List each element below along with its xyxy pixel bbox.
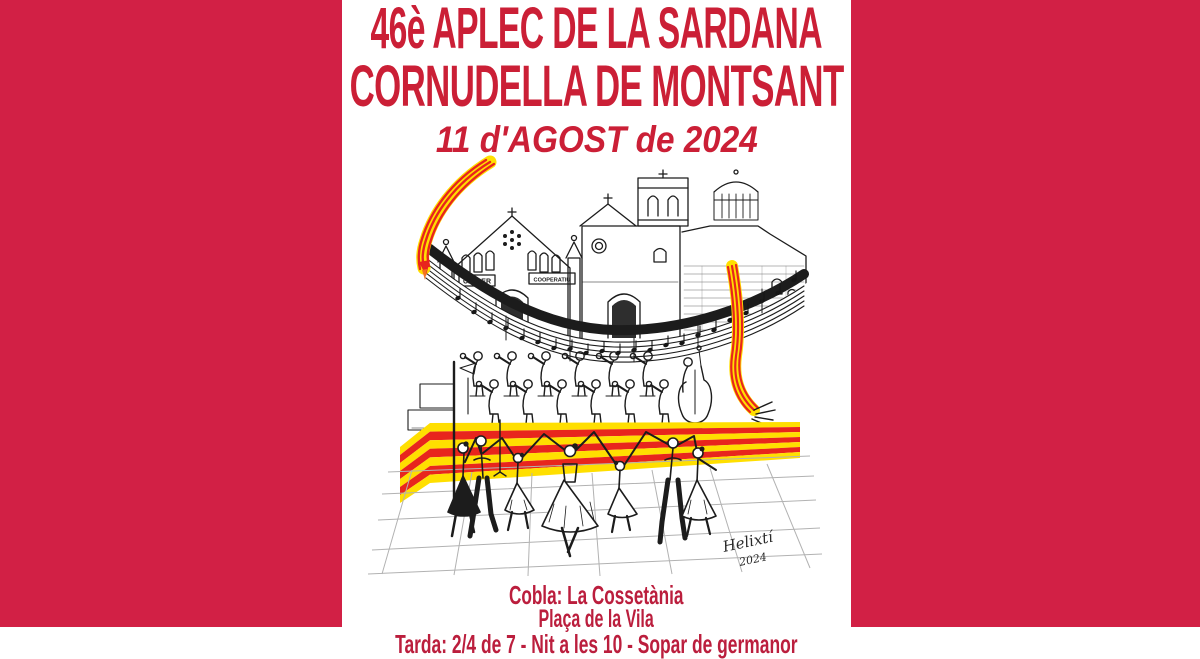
title-line-1-text: 46è APLEC DE LA SARDANA [370,0,823,61]
venue-line-text: Plaça de la Vila [538,605,655,633]
celler-sign-right: COOPERATIU [533,277,571,284]
artist-signature-name: Helixtí [721,527,775,556]
schedule-line [342,629,851,659]
poster-illustration [342,170,851,576]
date-line [342,120,851,160]
artist-signature-year: 2024 [737,550,769,569]
title-line-1 [342,0,851,61]
venue-line [342,605,851,633]
date-line-text: 11 d'AGOST de 2024 [435,119,758,160]
senyera-ribbon-left [419,160,494,280]
right-red-band [851,0,1200,627]
church-illustration [580,170,688,338]
title-line-2 [342,54,851,119]
cobla-line-text: Cobla: La Cossetània [509,580,684,610]
poster [342,0,851,659]
left-red-band [0,0,342,627]
celler-sign-left: CELLER [463,278,491,286]
artist-signature [720,527,777,569]
schedule-line-text: Tarda: 2/4 de 7 - Nit a les 10 - Sopar de germanor [395,629,798,659]
title-line-2-text: CORNUDELLA DE MONTSANT [349,54,844,119]
